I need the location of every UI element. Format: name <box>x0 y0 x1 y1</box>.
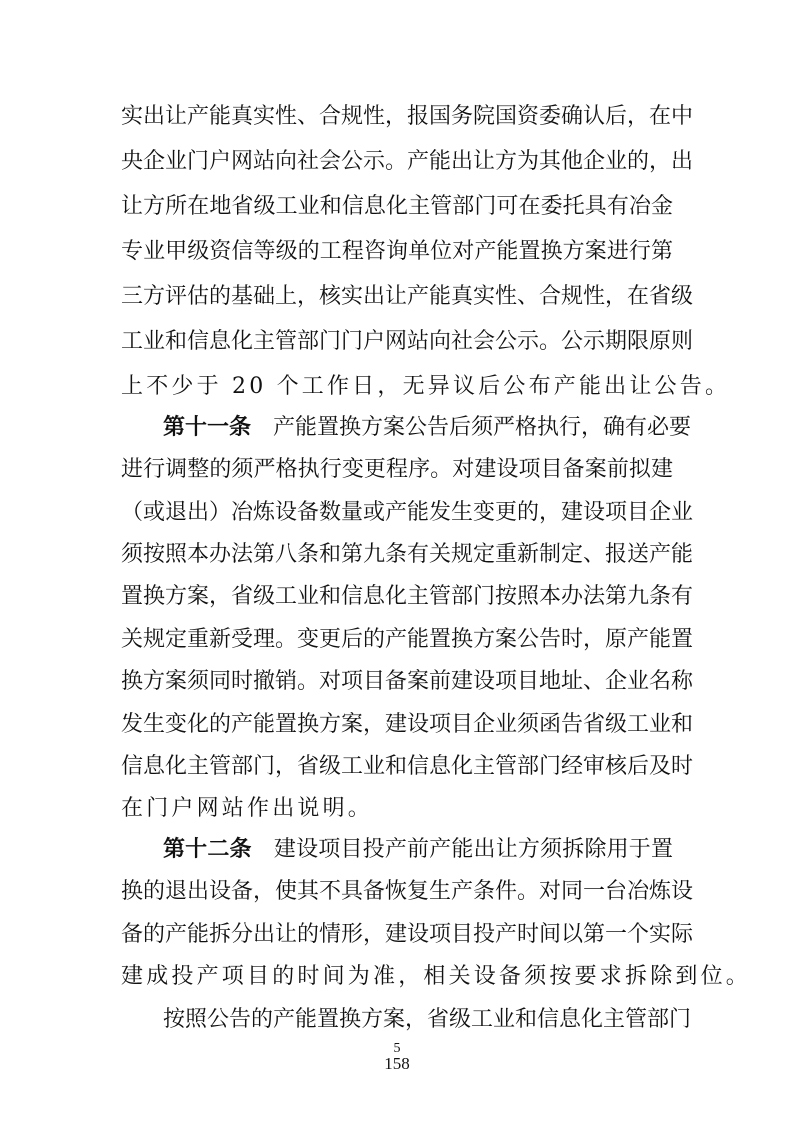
line-text: 换的退出设备，使其不具备恢复生产条件。对同一台冶炼设 <box>121 879 694 904</box>
line-text: 按照公告的产能置换方案，省级工业和信息化主管部门 <box>163 1007 692 1032</box>
line-text: 让方所在地省级工业和信息化主管部门可在委托具有冶金 <box>121 194 673 219</box>
line-text: 上不少于 20 个工作日，无异议后公布产能出让公告。 <box>121 374 731 399</box>
article-paragraph-start <box>163 408 692 448</box>
text-line <box>121 322 694 362</box>
line-text: 备的产能拆分出让的情形，建设项目投产时间以第一个实际 <box>121 922 694 947</box>
text-line <box>121 232 673 272</box>
text-line <box>121 97 694 137</box>
line-text: 专业甲级资信等级的工程咨询单位对产能置换方案进行第 <box>121 239 673 264</box>
text-line <box>121 450 673 490</box>
line-text: 须按照本办法第八条和第九条有关规定重新制定、报送产能 <box>121 542 694 567</box>
line-text: 建成投产项目的时间为准，相关设备须按要求拆除到位。 <box>121 964 752 989</box>
line-text: 发生变化的产能置换方案，建设项目企业须函告省级工业和 <box>121 712 694 737</box>
line-text: 关规定重新受理。变更后的产能置换方案公告时，原产能置 <box>121 627 694 652</box>
text-line <box>121 747 694 787</box>
article-paragraph-start <box>163 830 673 870</box>
line-text: 央企业门户网站向社会公示。产能出让方为其他企业的，出 <box>121 149 694 174</box>
line-text: 在门户网站作出说明。 <box>121 796 374 821</box>
line-text: 进行调整的须严格执行变更程序。对建设项目备案前拟建 <box>121 457 673 482</box>
text-line <box>121 577 694 617</box>
line-text: 置换方案，省级工业和信息化主管部门按照本办法第九条有 <box>121 584 694 609</box>
article-heading: 第十一条 <box>163 415 252 440</box>
text-line <box>121 872 694 912</box>
line-text: 三方评估的基础上，核实出让产能真实性、合规性，在省级 <box>121 284 694 309</box>
text-line <box>121 277 694 317</box>
text-line <box>121 535 694 575</box>
text-line <box>121 620 694 660</box>
text-line <box>121 662 694 702</box>
line-text: 工业和信息化主管部门门户网站向社会公示。公示期限原则 <box>121 329 694 354</box>
line-text: 换方案须同时撤销。对项目备案前建设项目地址、企业名称 <box>121 669 694 694</box>
line-text: 产能置换方案公告后须严格执行，确有必要 <box>273 415 692 440</box>
line-text: 信息化主管部门，省级工业和信息化主管部门经审核后及时 <box>121 754 694 779</box>
text-line <box>121 789 673 829</box>
line-text: 实出让产能真实性、合规性，报国务院国资委确认后，在中 <box>121 104 694 129</box>
text-line <box>121 142 694 182</box>
text-line <box>121 957 752 997</box>
text-line <box>163 1000 692 1040</box>
text-line <box>121 705 694 745</box>
text-line <box>121 187 673 227</box>
text-line <box>121 367 731 407</box>
page-number-total: 158 <box>384 1054 410 1073</box>
page-number: 5 <box>393 1041 401 1056</box>
line-text: （或退出）冶炼设备数量或产能发生变更的，建设项目企业 <box>121 500 694 525</box>
line-text: 建设项目投产前产能出让方须拆除用于置 <box>273 837 673 862</box>
text-line <box>121 493 694 533</box>
article-heading: 第十二条 <box>163 837 252 862</box>
text-line <box>121 915 694 955</box>
